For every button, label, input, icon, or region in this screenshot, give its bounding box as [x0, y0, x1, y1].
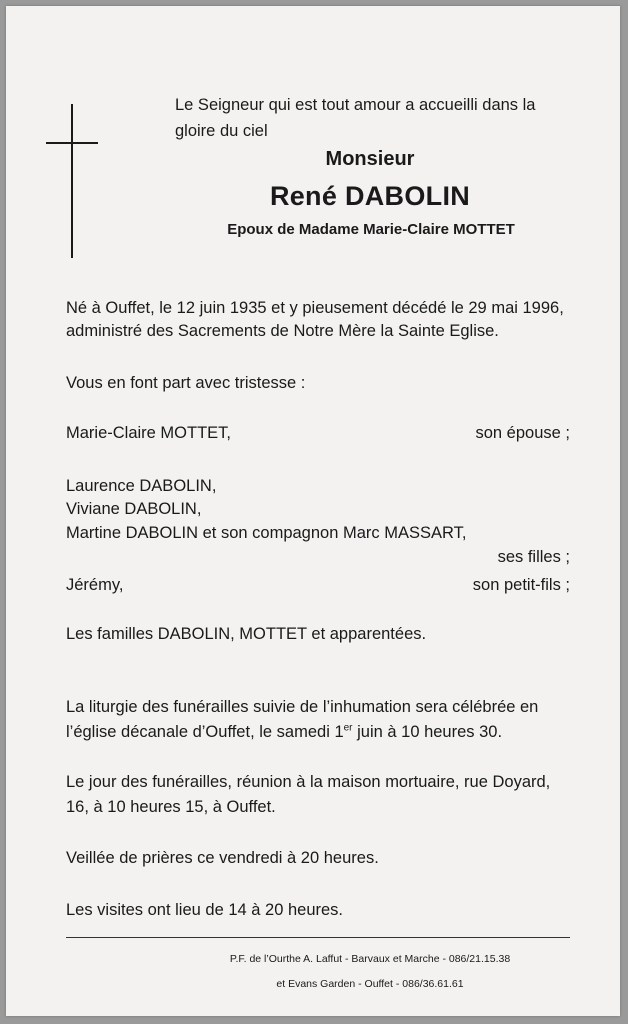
- footer-line-2: et Evans Garden - Ouffet - 086/36.61.61: [276, 978, 464, 990]
- visits-line: Les visites ont lieu de 14 à 20 heures.: [66, 901, 344, 919]
- title: Monsieur: [325, 148, 415, 170]
- spouse-line: Epoux de Madame Marie-Claire MOTTET: [227, 221, 515, 238]
- daughter-2: Viviane DABOLIN,: [66, 500, 202, 518]
- intro-text: Le Seigneur qui est tout amour a accueilli dans la gloire du ciel: [175, 96, 536, 140]
- vigil-line: Veillée de prières ce vendredi à 20 heures.: [66, 849, 379, 867]
- cross-icon-bar: [46, 142, 98, 144]
- meeting-line-1: Le jour des funérailles, réunion à la maison mortuaire, rue Doyard,: [66, 773, 551, 791]
- daughters-role: ses filles ;: [497, 548, 570, 566]
- grandson-role: son petit-fils ;: [472, 576, 570, 594]
- birth-line-2: administré des Sacrements de Notre Mère la Sainte Eglise.: [66, 322, 499, 340]
- divider: [66, 937, 570, 938]
- daughter-1: Laurence DABOLIN,: [66, 477, 217, 495]
- grandson-name: Jérémy,: [66, 576, 124, 594]
- wife-role: son épouse ;: [475, 424, 570, 442]
- birth-line-1: Né à Ouffet, le 12 juin 1935 et y pieusement décédé le 29 mai 1996,: [66, 299, 564, 317]
- funeral-line-2: l’église décanale d’Ouffet, le samedi 1er juin à 10 heures 30.: [66, 722, 503, 741]
- daughter-3: Martine DABOLIN et son compagnon Marc MASSART,: [66, 524, 467, 542]
- meeting-line-2: 16, à 10 heures 15, à Ouffet.: [66, 798, 276, 816]
- funeral-line-1: La liturgie des funérailles suivie de l’inhumation sera célébrée en: [66, 698, 539, 716]
- wife-name: Marie-Claire MOTTET,: [66, 424, 232, 442]
- families-line: Les familles DABOLIN, MOTTET et apparentées.: [66, 625, 427, 643]
- announcement: Vous en font part avec tristesse :: [66, 374, 306, 392]
- footer-line-1: P.F. de l’Ourthe A. Laffut - Barvaux et Marche - 086/21.15.38: [229, 953, 511, 965]
- deceased-name: René DABOLIN: [269, 181, 471, 211]
